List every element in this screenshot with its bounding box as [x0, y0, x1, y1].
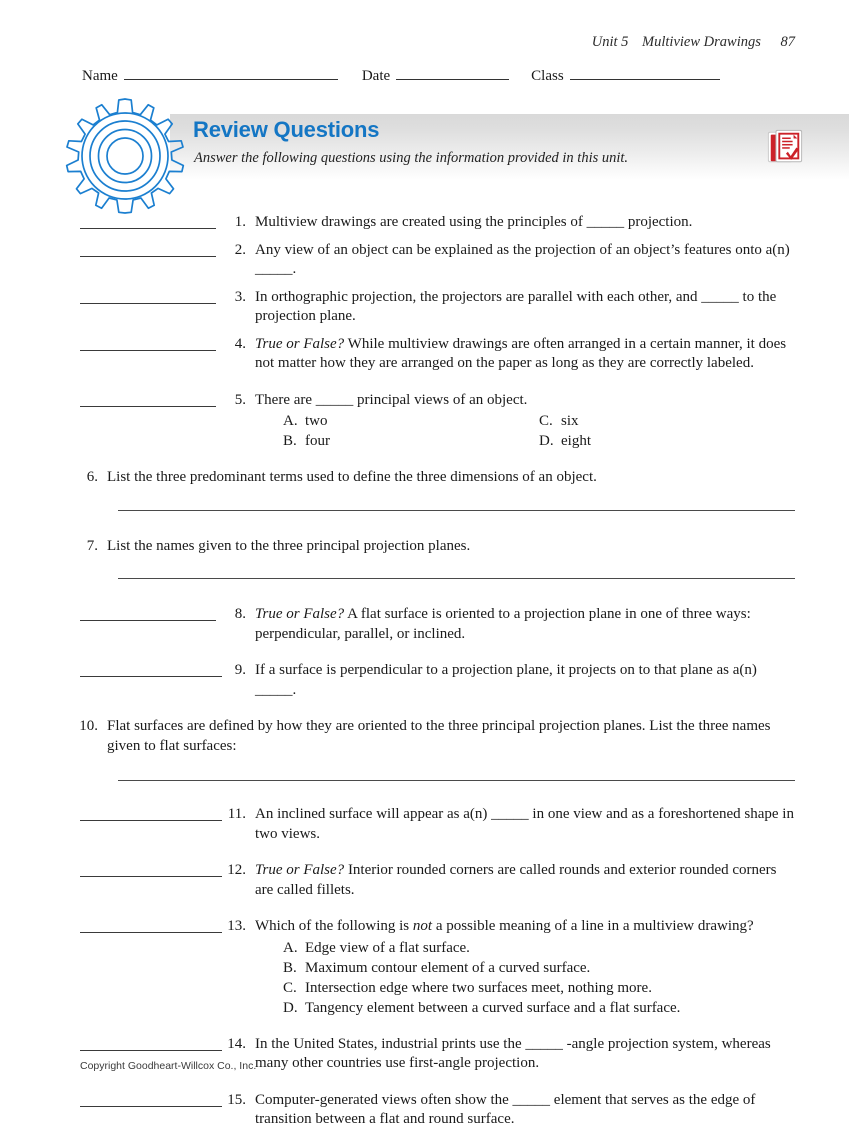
class-input-rule[interactable]	[570, 66, 720, 80]
answer-blank[interactable]	[54, 605, 216, 624]
option-letter: B.	[283, 433, 297, 449]
question-item	[0, 717, 849, 756]
copyright-footer: Copyright Goodheart-Willcox Co., Inc.	[80, 1060, 257, 1072]
option-letter: C.	[539, 413, 553, 429]
option-item[interactable]	[283, 958, 795, 978]
option-text: four	[305, 433, 330, 449]
question-body: Interior rounded corners are called rounds and exterior rounded corners are called fillets.	[255, 862, 777, 898]
question-text: An inclined surface will appear as a(n) _____ in one view and as a foreshortened shape in two views.	[255, 806, 794, 842]
question-item	[0, 335, 849, 374]
option-item[interactable]	[539, 431, 795, 451]
answer-blank[interactable]	[54, 241, 216, 260]
option-item[interactable]	[283, 998, 795, 1018]
question-body: While multiview drawings are often arranged in a certain manner, it does not matter how they are arranged on the paper as long as they are correctly labeled.	[255, 335, 787, 371]
option-letter: A.	[283, 939, 298, 956]
answer-blank[interactable]	[54, 917, 216, 936]
answer-blank[interactable]	[54, 805, 216, 824]
option-letter: D.	[283, 999, 298, 1016]
option-letter: C.	[283, 979, 297, 996]
question-text: If a surface is perpendicular to a projection plane, it projects on to that plane as a(n) _____.	[255, 662, 757, 698]
answer-blank[interactable]	[54, 1035, 216, 1054]
question-number: 12.	[227, 862, 246, 878]
option-letter: D.	[539, 433, 554, 449]
gear-icon	[60, 96, 190, 226]
question-number: 11.	[227, 806, 246, 822]
question-item	[0, 288, 849, 327]
question-text	[255, 861, 795, 900]
name-input-rule[interactable]	[124, 66, 338, 80]
question-number: 8.	[234, 606, 246, 622]
option-item[interactable]	[283, 431, 539, 451]
option-text: Edge view of a flat surface.	[305, 939, 470, 956]
question-text: List the three predominant terms used to define the three dimensions of an object.	[107, 469, 597, 485]
answer-blank[interactable]	[54, 661, 216, 680]
question-number: 7.	[86, 537, 98, 554]
option-letter: A.	[283, 413, 298, 429]
question-number: 3.	[234, 288, 246, 305]
question-body-before: Which of the following is	[255, 918, 413, 934]
question-number: 6.	[86, 469, 98, 485]
question-number: 5.	[234, 391, 246, 408]
question-number: 13.	[227, 918, 246, 934]
question-list	[0, 213, 849, 1138]
question-text: In the United States, industrial prints use the _____ -angle projection system, whereas many other countries use first-angle projection.	[255, 1035, 771, 1071]
question-item	[0, 861, 849, 900]
running-head-title: Multiview Drawings	[642, 34, 761, 50]
question-item	[0, 661, 849, 700]
review-questions-banner	[170, 114, 849, 180]
answer-blank[interactable]	[54, 213, 216, 232]
answer-rule[interactable]	[118, 510, 795, 511]
question-number: 10.	[79, 718, 98, 734]
banner-subtitle: Answer the following questions using the information provided in this unit.	[194, 150, 629, 166]
checklist-document-icon	[766, 128, 804, 166]
running-head-unit: Unit 5	[591, 34, 629, 50]
true-or-false-lead: True or False?	[255, 862, 345, 878]
question-text: List the names given to the three principal projection planes.	[107, 537, 471, 554]
option-item[interactable]	[283, 411, 539, 431]
true-or-false-lead: True or False?	[255, 335, 345, 352]
class-label: Class	[531, 68, 564, 84]
question-number: 4.	[234, 335, 246, 352]
question-item	[0, 241, 849, 280]
question-number: 9.	[234, 662, 246, 678]
option-letter: B.	[283, 959, 297, 976]
answer-rule[interactable]	[118, 780, 795, 781]
name-label: Name	[82, 68, 118, 84]
answer-rule[interactable]	[118, 578, 795, 579]
question-text	[255, 391, 795, 452]
question-body-after: a possible meaning of a line in a multiview drawing?	[432, 918, 754, 934]
option-group	[255, 938, 795, 1018]
question-item	[0, 391, 849, 452]
option-text: Intersection edge where two surfaces meet, nothing more.	[305, 979, 652, 996]
option-item[interactable]	[539, 411, 795, 431]
option-text: Maximum contour element of a curved surface.	[305, 959, 591, 976]
emphasis-not: not	[412, 918, 433, 934]
question-text: Any view of an object can be explained as the projection of an object’s features onto a(n) _____.	[255, 241, 790, 277]
question-text: In orthographic projection, the projectors are parallel with each other, and _____ to the projection plane.	[255, 288, 777, 324]
answer-blank[interactable]	[54, 335, 216, 354]
answer-blank[interactable]	[54, 288, 216, 307]
question-item	[0, 537, 849, 557]
question-body: There are _____ principal views of an object.	[255, 391, 528, 408]
question-number: 15.	[227, 1091, 246, 1108]
option-text: two	[305, 413, 328, 429]
option-text: eight	[561, 433, 591, 449]
question-item	[0, 213, 849, 233]
question-item	[0, 1091, 849, 1130]
question-item	[0, 805, 849, 844]
date-label: Date	[361, 68, 391, 84]
question-text: Multiview drawings are created using the principles of _____ projection.	[255, 214, 693, 230]
question-item	[0, 605, 849, 644]
question-text	[255, 917, 795, 1018]
question-text	[255, 335, 795, 374]
option-text: six	[561, 413, 579, 429]
running-head	[592, 34, 795, 51]
date-input-rule[interactable]	[396, 66, 509, 80]
option-item[interactable]	[283, 978, 795, 998]
option-item[interactable]	[283, 938, 795, 958]
question-body: A flat surface is oriented to a projection plane in one of three ways: perpendicular, parallel, or inclined.	[255, 606, 751, 642]
answer-blank[interactable]	[54, 861, 216, 880]
question-text: Flat surfaces are defined by how they are oriented to the three principal projection planes. List the three names given to flat surfaces:	[107, 718, 771, 754]
answer-blank[interactable]	[54, 391, 216, 410]
answer-blank[interactable]	[54, 1091, 216, 1110]
question-number: 2.	[234, 241, 246, 258]
option-text: Tangency element between a curved surface and a flat surface.	[305, 999, 681, 1016]
option-group	[255, 411, 795, 451]
name-field-group[interactable]	[82, 66, 338, 85]
banner-title: Review Questions	[193, 117, 380, 142]
question-item	[0, 917, 849, 1018]
class-field-group[interactable]	[531, 66, 720, 85]
true-or-false-lead: True or False?	[255, 606, 345, 622]
question-number: 1.	[234, 214, 246, 230]
question-item	[0, 468, 849, 488]
page-number: 87	[780, 34, 795, 50]
student-id-line	[82, 66, 795, 88]
question-number: 14.	[227, 1035, 246, 1052]
question-text	[255, 605, 795, 644]
question-text: Computer-generated views often show the _____ element that serves as the edge of transition between a flat and round surface.	[255, 1091, 756, 1127]
date-field-group[interactable]	[362, 66, 509, 85]
